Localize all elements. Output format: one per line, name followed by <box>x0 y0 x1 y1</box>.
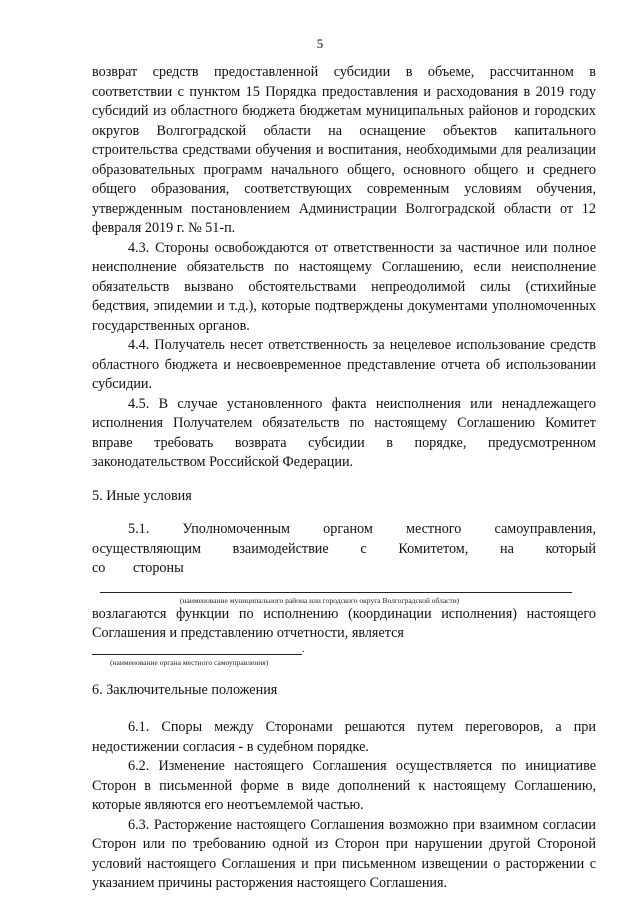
paragraph-6-3: 6.3. Расторжение настоящего Соглашения возможно при взаимном согласии Сторон или по требованию одной из Сторон при нарушении другой Стороной условий настоящего Соглашения и при письменном извещении о расторжении с указанием причины расторжения настоящего Соглашения. <box>92 816 596 891</box>
paragraph-5-1: 5.1. Уполномоченным органом местного самоуправления, осуществляющим взаимодействие с Комитетом, на который со стороны <box>92 521 596 576</box>
note-municipality: (наименование муниципального района или городского округа Волгоградской области) <box>180 595 460 605</box>
section-6-title: 6. Заключительные положения <box>92 681 278 698</box>
paragraph-4-3: 4.3. Стороны освобождаются от ответственности за частичное или полное неисполнение обязательств по настоящему Соглашению, если неисполнение обязательств вызвано обстоятельствами непреодолимой силы (стихийные бедствия, эпидемии и т.д.), которые подтверждены документами уполномоченных государственных органов. <box>92 239 596 334</box>
section-5-title: 5. Иные условия <box>92 487 192 504</box>
paragraph-6-2: 6.2. Изменение настоящего Соглашения осуществляется по инициативе Сторон в письменной форме в виде дополнений к настоящему Соглашению, которые являются его неотъемлемой частью. <box>92 758 596 813</box>
paragraph-5-1-continued: возлагаются функции по исполнению (координации исполнения) настоящего Соглашения и представлению отчетности, является <box>92 605 596 641</box>
blank-line-period: . <box>302 643 305 655</box>
paragraph-6-1: 6.1. Споры между Сторонами решаются путем переговоров, а при недостижении согласия - в судебном порядке. <box>92 719 596 755</box>
note-organ: (наименование органа местного самоуправления) <box>110 657 269 667</box>
blank-line-municipality <box>100 592 572 593</box>
paragraph-4-4: 4.4. Получатель несет ответственность за нецелевое использование средств областного бюджета и несвоевременное представление отчета об использовании субсидии. <box>92 337 596 392</box>
page-number: 5 <box>316 36 324 51</box>
paragraph-return-subsidy: возврат средств предоставленной субсидии в объеме, рассчитанном в соответствии с пунктом 15 Порядка предоставления и расходования в 2019 году субсидий из областного бюджета бюджетам муниципальных районов и городских округов Волгоградской области на оснащение объектов капитального строительства средствами обучения и воспитания, необходимыми для реализации образовательных программ начального общего, основного общего и среднего общего образования, соответствующих современным условиям обучения, утвержденным постановлением Администрации Волгоградской области от 12 февраля 2019 г. № 51-п. <box>92 64 596 236</box>
blank-line-organ <box>92 654 302 655</box>
document-body <box>92 63 596 894</box>
paragraph-4-5: 4.5. В случае установленного факта неисполнения или ненадлежащего исполнения Получателем обязательств по настоящему Соглашению Комитет вправе требовать возврата субсидии в порядке, предусмотренном законодательством Российской Федерации. <box>92 395 596 470</box>
